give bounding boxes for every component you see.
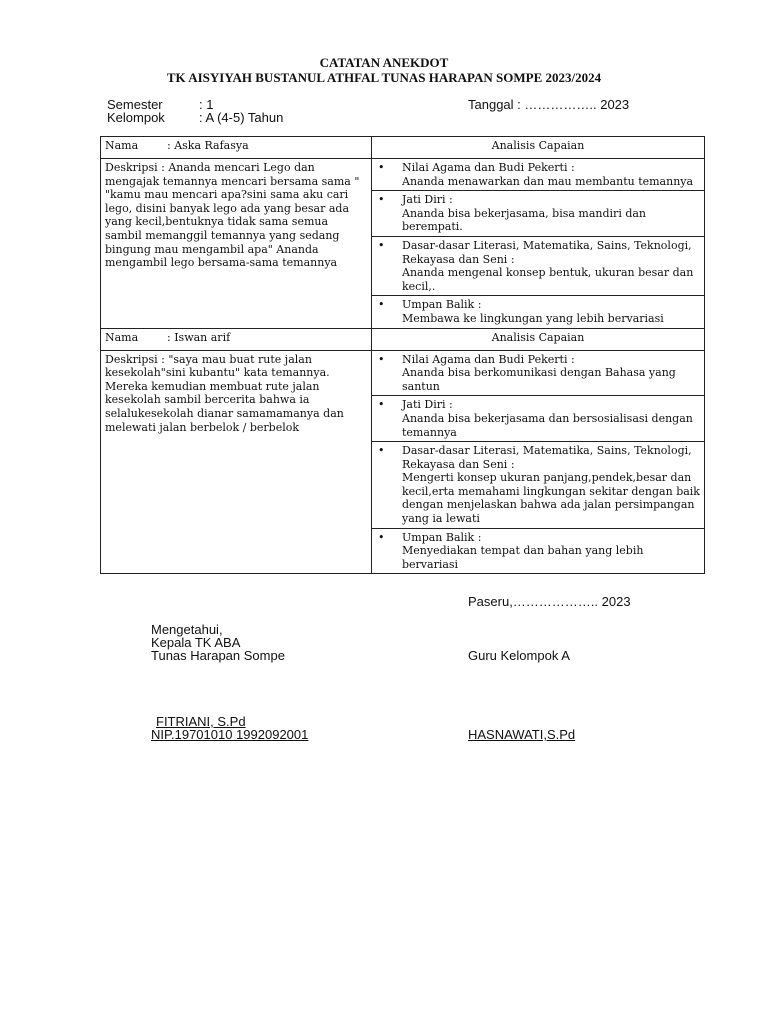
kelompok-value: : A (4-5) Tahun xyxy=(199,110,284,125)
analisis-item xyxy=(372,528,705,574)
nama-label: Nama xyxy=(105,330,139,344)
anecdote-table xyxy=(100,136,705,574)
analisis-header: Analisis Capaian xyxy=(372,328,705,350)
analisis-label: Umpan Balik : xyxy=(402,298,482,312)
bullet-icon: • xyxy=(378,352,385,366)
analisis-text: Ananda bisa bekerjasama dan bersosialisasi dengan temannya xyxy=(402,411,693,439)
sekolah-label: Tunas Harapan Sompe xyxy=(151,648,285,663)
analisis-text: Mengerti konsep ukuran panjang,pendek,besar dan kecil,erta memahami lingkungan sekitar dengan baik dengan menjelaskan bahwa ada jalan persimpangan yang ia lewati xyxy=(402,471,700,526)
kepala-name: FITRIANI, S.Pd xyxy=(156,714,246,729)
kelompok-label: Kelompok xyxy=(107,110,165,125)
analisis-item xyxy=(372,191,705,237)
analisis-label: Jati Diri : xyxy=(402,398,453,412)
analisis-label: Nilai Agama dan Budi Pekerti : xyxy=(402,352,575,366)
bullet-icon: • xyxy=(378,161,385,174)
analisis-label: Nilai Agama dan Budi Pekerti : xyxy=(402,161,575,174)
kelompok-row xyxy=(107,110,283,125)
table-row xyxy=(101,137,705,159)
analisis-item xyxy=(372,442,705,529)
analisis-label: Dasar-dasar Literasi, Matematika, Sains, Teknologi, Rekayasa dan Seni : xyxy=(402,238,692,266)
table-row xyxy=(101,159,705,191)
bullet-icon: • xyxy=(378,444,385,458)
bullet-icon: • xyxy=(378,398,385,412)
nama-value: : Iswan arif xyxy=(167,330,231,344)
nama-cell xyxy=(101,328,372,350)
analisis-text: Ananda bisa bekerjasama, bisa mandiri dan berempati. xyxy=(402,206,647,234)
analisis-item xyxy=(372,350,705,396)
table-row xyxy=(101,350,705,396)
analisis-item xyxy=(372,396,705,442)
analisis-label: Dasar-dasar Literasi, Matematika, Sains, Teknologi, Rekayasa dan Seni : xyxy=(402,444,692,471)
mengetahui-label: Mengetahui, xyxy=(151,622,223,637)
semester-label: Semester xyxy=(107,97,163,112)
tanggal-field: Tanggal : …………….. 2023 xyxy=(468,97,630,112)
bullet-icon: • xyxy=(378,530,385,544)
bullet-icon: • xyxy=(378,298,385,312)
deskripsi-cell: Deskripsi : Ananda mencari Lego dan mengajak temannya mencari bersama sama " "kamu mau mencari apa?sini sama aku cari lego, disini banyak lego ada yang besar ada yang kecil,bentuknya tidak sama semua sambil memanggil temannya yang sedang bingung mau mengambil apa" Ananda mengambil lego bersama-sama temannya xyxy=(101,159,372,329)
analisis-item xyxy=(372,159,705,191)
analisis-label: Jati Diri : xyxy=(402,193,453,207)
analisis-text: Ananda menawarkan dan mau membantu temannya xyxy=(402,174,694,188)
bullet-icon: • xyxy=(378,238,385,252)
analisis-label: Umpan Balik : xyxy=(402,530,482,544)
bullet-icon: • xyxy=(378,193,385,207)
nama-value: : Aska Rafasya xyxy=(167,139,249,152)
place-date: Paseru,……………….. 2023 xyxy=(468,594,631,609)
analisis-header: Analisis Capaian xyxy=(372,137,705,159)
table-row xyxy=(101,328,705,350)
nama-label: Nama xyxy=(105,139,139,152)
analisis-item xyxy=(372,296,705,328)
analisis-text: Menyediakan tempat dan bahan yang lebih bervariasi xyxy=(402,544,644,571)
semester-value: : 1 xyxy=(199,97,214,112)
analisis-text: Ananda bisa berkomunikasi dengan Bahasa yang santun xyxy=(402,366,676,393)
document-title: CATATAN ANEKDOT xyxy=(319,55,449,70)
guru-label: Guru Kelompok A xyxy=(468,648,570,663)
analisis-text: Membawa ke lingkungan yang lebih bervariasi xyxy=(402,311,664,325)
kepala-label: Kepala TK ABA xyxy=(151,635,241,650)
document-subtitle: TK AISYIYAH BUSTANUL ATHFAL TUNAS HARAPAN SOMPE 2023/2024 xyxy=(166,70,602,85)
guru-name: HASNAWATI,S.Pd xyxy=(468,727,576,742)
nama-cell xyxy=(101,137,372,159)
kepala-nip: NIP.19701010 1992092001 xyxy=(151,727,309,742)
analisis-item xyxy=(372,236,705,295)
analisis-text: Ananda mengenal konsep bentuk, ukuran besar dan kecil,. xyxy=(402,266,694,293)
deskripsi-cell: Deskripsi : "saya mau buat rute jalan kesekolah"sini kubantu" kata temannya. Mereka kemudian membuat rute jalan kesekolah sambil bercerita bahwa ia selalukesekolah dianar samamamanya dan melewati jalan berbelok / berbelok xyxy=(101,350,372,574)
